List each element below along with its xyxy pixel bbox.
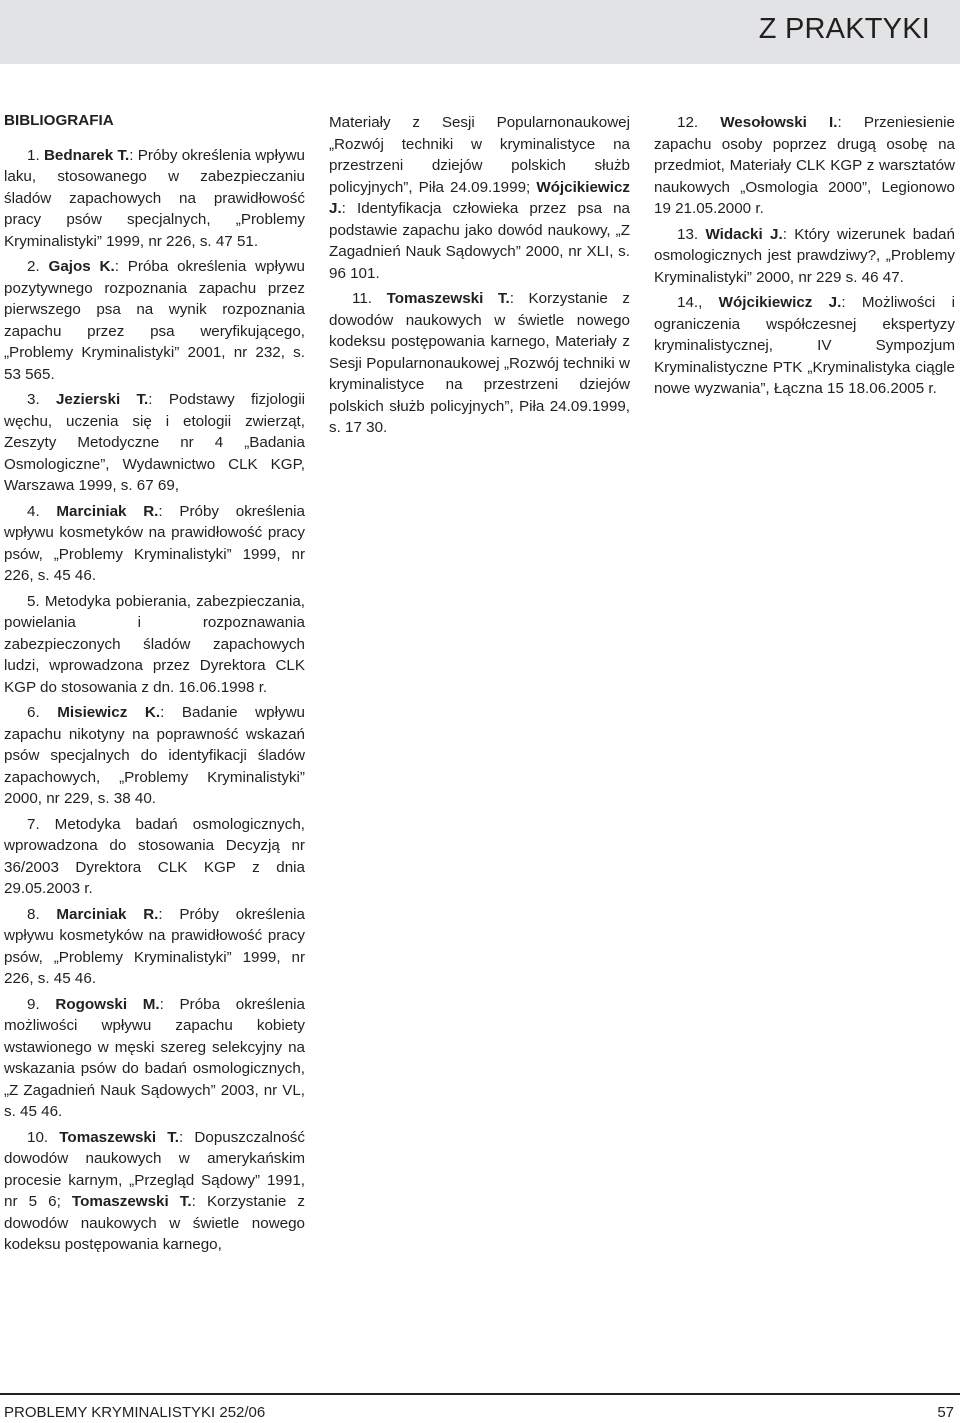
column-left — [4, 110, 305, 1256]
footer-journal-title: PROBLEMY KRYMINALISTYKI 252/06 — [4, 1404, 266, 1421]
entry-author: Marciniak R. — [56, 502, 159, 520]
entry-author: Wójcikiewicz J. — [718, 294, 842, 311]
entry-author: Wójcikiewicz J. — [329, 178, 630, 217]
entry-author: Tomaszewski T. — [59, 1128, 180, 1146]
bibliography-entry-14: 14., Wójcikiewicz J.: Możliwości i ograniczenia współczesnej ekspertyzy kryminalistycznej, IV Sympozjum Kryminalistyczne PTK „Kryminalistyka ciągle nowe wyzwania”, Łączna 15 18.06.2005 r. — [654, 294, 955, 397]
bibliography-entry-1: 1. Bednarek T.: Próby określenia wpływu laku, stosowanego w zabezpieczaniu śladów zapachowych na prawidłowość pracy psów specjalnych, „Problemy Kryminalistyki” 1999, nr 226, s. 47 51. — [4, 146, 305, 250]
entry-author: Marciniak R. — [56, 905, 159, 923]
bibliography-entry-7: 7. Metodyka badań osmologicznych, wprowadzona do stosowania Decyzją nr 36/2003 Dyrektora CLK KGP z dnia 29.05.2003 r. — [4, 815, 305, 897]
bibliography-entry-9: 9. Rogowski M.: Próba określenia możliwości wpływu zapachu kobiety wstawionego w męski szereg selekcyjny na wskazania psów do badań osmologicznych, „Z Zagadnień Nauk Sądowych” 2003, nr VL, s. 45 46. — [4, 995, 305, 1120]
bibliography-entry-10: 10. Tomaszewski T.: Dopuszczalność dowodów naukowych w amerykańskim procesie karnym, „Przegląd Sądowy” 1991, nr 5 6; Tomaszewski T.: Korzystanie z dowodów naukowych w świetle nowego kodeksu postępowania karnego, — [4, 1128, 305, 1253]
entry-author: Jezierski T. — [55, 391, 149, 408]
footer-rule — [0, 1393, 960, 1395]
bibliography-entry-11: 11. Tomaszewski T.: Korzystanie z dowodów naukowych w świetle nowego kodeksu postępowania karnego, Materiały z Sesji Popularnonaukowej „Rozwój techniki w kryminalistyce na przestrzeni dziejów polskich służb policyjnych”, Piła 24.09.1999, s. 17 30. — [329, 290, 630, 436]
entry-author: Tomaszewski T. — [71, 1193, 192, 1210]
header-band — [0, 0, 960, 64]
entry-author: Misiewicz K. — [57, 704, 161, 721]
bibliography-entry-6: 6. Misiewicz K.: Badanie wpływu zapachu nikotyny na poprawność wskazań psów specjalnych do identyfikacji śladów zapachowych, „Problemy Kryminalistyki” 2000, nr 229, s. 38 40. — [4, 704, 305, 807]
bibliography-entry-3: 3. Jezierski T.: Podstawy fizjologii węchu, uczenia się i etologii zwierząt, Zeszyty Metodyczne nr 4 „Badania Osmologiczne”, Wydawnictwo CLK KGP, Warszawa 1999, s. 67 69, — [4, 391, 305, 494]
bibliography-entry-8: 8. Marciniak R.: Próby określenia wpływu kosmetyków na prawidłowość pracy psów, „Problemy Kryminalistyki” 1999, nr 226, s. 45 46. — [4, 905, 305, 987]
page-number: 57 — [937, 1404, 954, 1421]
bibliography-entry-13: 13. Widacki J.: Który wizerunek badań osmologicznych jest prawdziwy?, „Problemy Kryminalistyki” 2000, nr 229 s. 46 47. — [654, 225, 955, 286]
bibliography-heading: BIBLIOGRAFIA — [4, 112, 114, 129]
bibliography-entry-4: 4. Marciniak R.: Próby określenia wpływu kosmetyków na prawidłowość pracy psów, „Problemy Kryminalistyki” 1999, nr 226, s. 45 46. — [4, 502, 305, 584]
entry-author: Rogowski M. — [55, 995, 160, 1013]
entry-author: Bednarek T. — [43, 146, 130, 164]
bibliography-entry-5: 5. Metodyka pobierania, zabezpieczania, powielania i rozpoznawania zabezpieczonych śladów zapachowych ludzi, wprowadzona przez Dyrektora CLK KGP do stosowania z dn. 16.06.1998 r. — [4, 592, 305, 696]
column-middle — [329, 112, 630, 443]
section-title: Z PRAKTYKI — [758, 13, 930, 45]
bibliography-entry-12: 12. Wesołowski I.: Przeniesienie zapachu osoby poprzez drugą osobę na przedmiot, Materiały CLK KGP z warsztatów naukowych „Osmologia 2000”, Legionowo 19 21.05.2000 r. — [654, 114, 955, 217]
entry-author: Wesołowski I. — [720, 114, 838, 131]
entry-author: Tomaszewski T. — [386, 290, 510, 307]
entry-author: Gajos K. — [48, 258, 115, 275]
bibliography-entry-10-continued: Materiały z Sesji Popularnonaukowej „Rozwój techniki w kryminalistyce na przestrzeni dziejów polskich służb policyjnych”, Piła 24.09.1999; Wójcikiewicz J.: Identyfikacja człowieka przez psa na podstawie zapachu jako dowód naukowy, „Z Zagadnień Nauk Sądowych” 2000, nr XLI, s. 96 101. — [329, 114, 630, 282]
column-right — [654, 112, 955, 404]
bibliography-entry-2: 2. Gajos K.: Próba określenia wpływu pozytywnego rozpoznania zapachu przez pierwszego psa na wynik rozpoznania zapachu przez psa weryfikującego, „Problemy Kryminalistyki” 2001, nr 232, s. 53 565. — [4, 258, 305, 383]
entry-author: Widacki J. — [705, 225, 783, 243]
